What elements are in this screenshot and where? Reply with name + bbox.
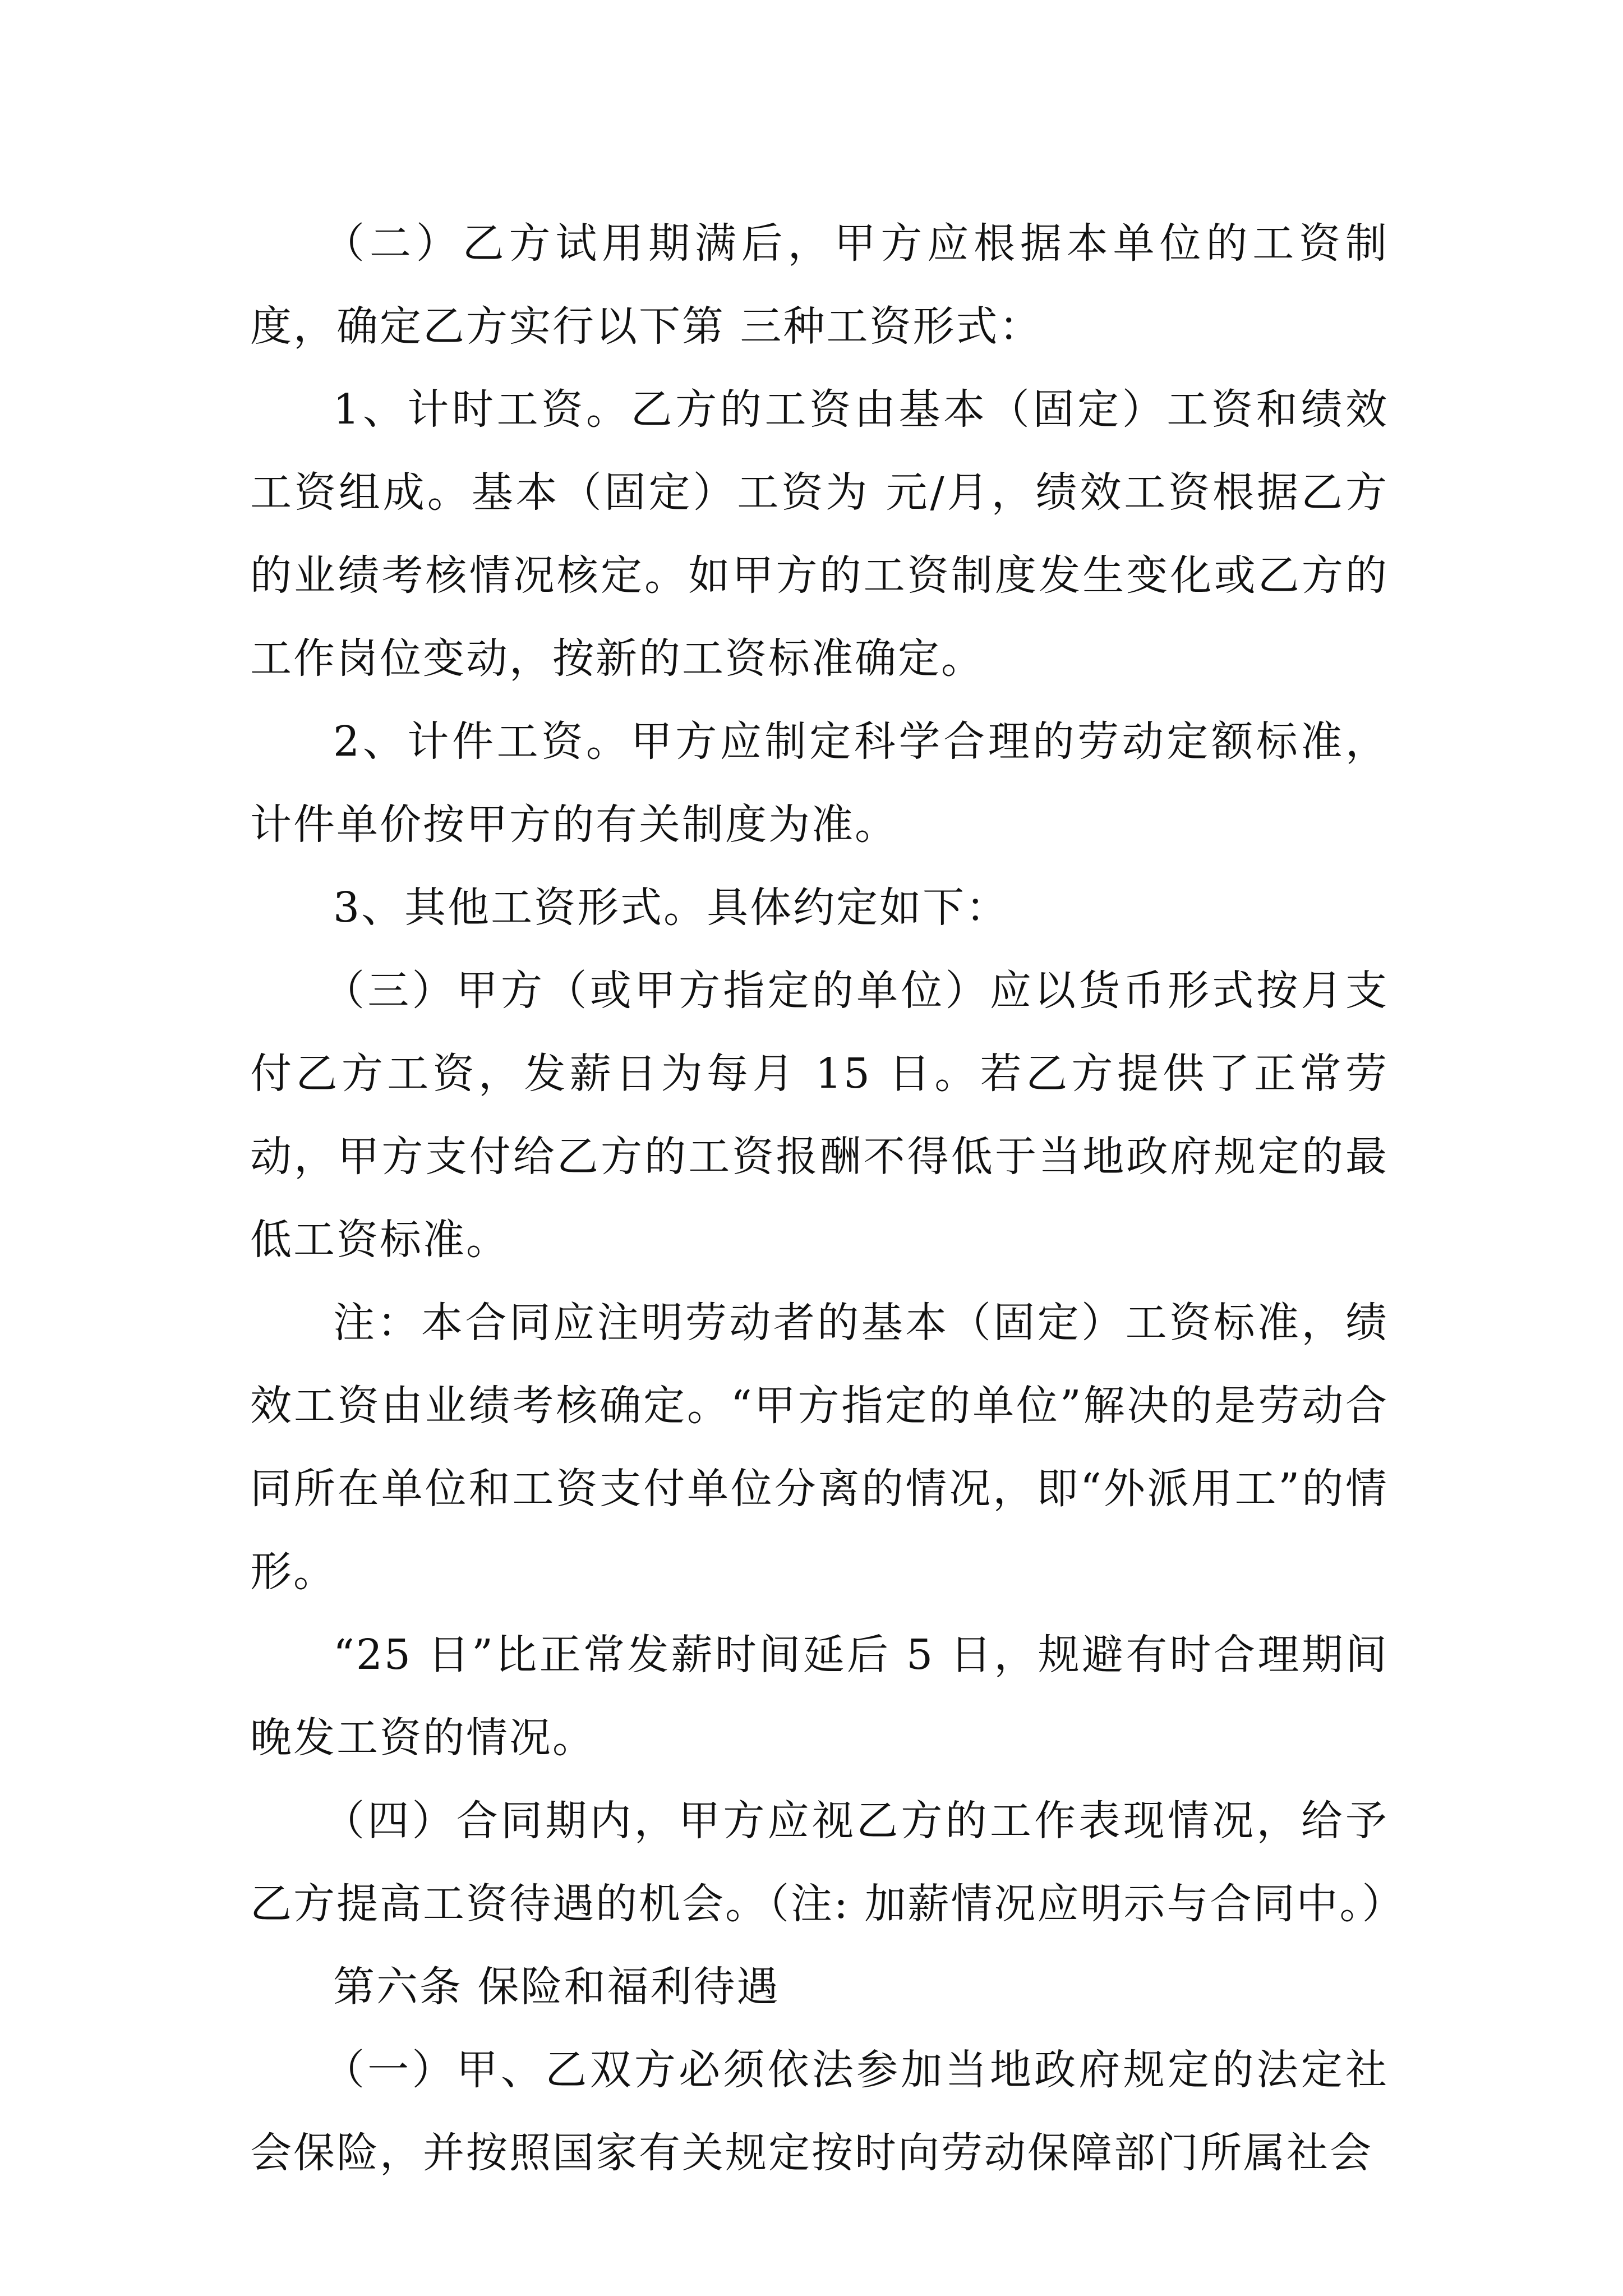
- paragraph-salary-form: （二）乙方试用期满后，甲方应根据本单位的工资制度，确定乙方实行以下第 三种工资形式：: [250, 219, 1389, 351]
- paragraph-other-wage: 3、其他工资形式。具体约定如下：: [333, 884, 1009, 932]
- paragraph-raise: （四）合同期内，甲方应视乙方的工作表现情况，给予乙方提高工资待遇的机会。（注: 加薪情况应明示与合同中。）: [250, 1797, 1405, 1928]
- paragraph-time-wage: 1、计时工资。乙方的工资由基本（固定）工资和绩效工资组成。基本（固定）工资为 元/月，绩效工资根据乙方的业绩考核情况核定。如甲方的工资制度发生变化或乙方的工作岗位变动，按新的工资标准确定。: [250, 385, 1389, 683]
- paragraph-piece-wage: 2、计件工资。甲方应制定科学合理的劳动定额标准，计件单价按甲方的有关制度为准。: [250, 717, 1389, 849]
- document-body: [250, 202, 1405, 2194]
- article-heading-insurance: 第六条 保险和福利待遇: [333, 1963, 780, 2011]
- paragraph-social-insurance: （一）甲、乙双方必须依法参加当地政府规定的法定社会保险，并按照国家有关规定按时向劳动保障部门所属社会: [250, 2046, 1389, 2177]
- paragraph-payday-note: “25 日”比正常发薪时间延后 5 日，规避有时合理期间晚发工资的情况。: [250, 1631, 1389, 1762]
- paragraph-note: 注：本合同应注明劳动者的基本（固定）工资标准，绩效工资由业绩考核确定。“甲方指定的单位”解决的是劳动合同所在单位和工资支付单位分离的情况，即“外派用工”的情形。: [250, 1299, 1389, 1596]
- paragraph-payment: （三）甲方（或甲方指定的单位）应以货币形式按月支付乙方工资，发薪日为每月 15 日。若乙方提供了正常劳动，甲方支付给乙方的工资报酬不得低于当地政府规定的最低工资标准。: [250, 967, 1389, 1264]
